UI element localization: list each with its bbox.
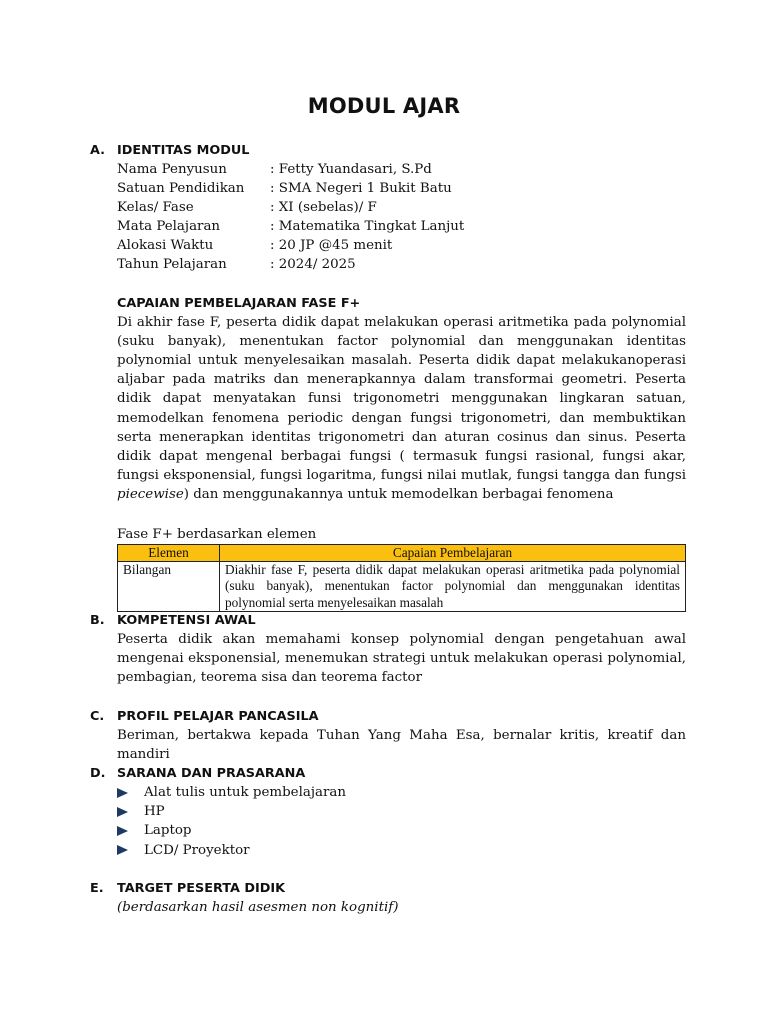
identity-row <box>117 217 686 236</box>
identity-value: : Matematika Tingkat Lanjut <box>270 219 465 235</box>
identity-value: : 2024/ 2025 <box>270 257 356 273</box>
identity-row <box>117 160 686 179</box>
capaian-tail: ) dan menggunakannya untuk memodelkan berbagai fenomena <box>183 487 614 503</box>
identity-label: Alokasi Waktu <box>117 238 214 254</box>
section-heading <box>90 141 686 160</box>
capaian-italic-term: piecewise <box>117 487 184 503</box>
section-heading <box>90 611 686 630</box>
section-letter: A. <box>90 143 106 158</box>
target-note: (berdasarkan hasil asesmen non kognitif) <box>117 900 399 915</box>
kompetensi-text: Peserta didik akan memahami konsep polynomial dengan pengetahuan awal mengenai eksponensial, menemukan strategi untuk melakukan operasi polynomial, pembagian, teorema sisa dan teorema factor <box>117 632 686 686</box>
triangle-bullet-icon <box>117 845 144 855</box>
list-item <box>117 783 686 802</box>
identity-row <box>117 198 686 217</box>
table-row <box>118 561 686 612</box>
section-letter: B. <box>90 613 105 628</box>
list-item <box>117 802 686 821</box>
triangle-bullet-icon <box>117 807 144 817</box>
section-heading <box>90 764 686 783</box>
profil-text: Beriman, bertakwa kepada Tuhan Yang Maha Esa, bernalar kritis, kreatif dan mandiri <box>117 728 686 763</box>
list-item-label: HP <box>144 804 165 820</box>
identity-value: : XI (sebelas)/ F <box>270 200 377 216</box>
identity-label: Kelas/ Fase <box>117 200 194 216</box>
capaian-heading: CAPAIAN PEMBELAJARAN FASE F+ <box>117 295 361 311</box>
section-title: IDENTITAS MODUL <box>117 143 250 158</box>
list-item-label: LCD/ Proyektor <box>144 842 250 858</box>
section-title: KOMPETENSI AWAL <box>117 613 256 628</box>
document-title: MODUL AJAR <box>307 94 461 118</box>
section-target-peserta <box>90 879 686 917</box>
identity-label: Mata Pelajaran <box>117 219 221 235</box>
list-item-label: Alat tulis untuk pembelajaran <box>144 785 346 801</box>
identity-row <box>117 255 686 274</box>
identity-label: Satuan Pendidikan <box>117 181 245 197</box>
section-letter: D. <box>90 766 106 781</box>
triangle-bullet-icon <box>117 826 144 836</box>
capaian-text: Di akhir fase F, peserta didik dapat melakukan operasi aritmetika pada polynomial (suku banyak), menentukan factor polynomial dan menggunakan identitas polynomial untuk menyelesaikan masalah. Peserta didik dapat melakukanoperasi aljabar pada matriks dan menerapkannya dalam transformai geometri. Peserta didik dapat menyatakan funsi trigonometri menggunakan lingkaran satuan, memodelkan fenomena periodic dengan fungsi trigonometri, dan membuktikan serta menerapkan identitas trigonometri dan aturan cosinus dan sinus. Peserta didik dapat mengenal berbagai fungsi ( termasuk fungsi rasional, fungsi akar, fungsi eksponensial, fungsi logaritma, fungsi nilai mutlak, fungsi tangga dan fungsi <box>117 314 686 484</box>
section-heading <box>90 707 686 726</box>
identity-value: : Fetty Yuandasari, S.Pd <box>270 162 432 177</box>
section-heading <box>90 879 686 898</box>
list-item <box>117 821 686 840</box>
section-sarana-prasarana <box>90 764 686 860</box>
identity-label: Tahun Pelajaran <box>117 257 227 273</box>
triangle-bullet-icon <box>117 788 144 798</box>
section-identitas-modul <box>90 141 686 612</box>
identity-row <box>117 179 686 198</box>
table-header-capaian: Capaian Pembelajaran <box>220 544 686 561</box>
section-kompetensi-awal <box>90 611 686 688</box>
fase-label: Fase F+ berdasarkan elemen <box>117 526 317 542</box>
section-profil-pelajar <box>90 707 686 764</box>
capaian-table <box>117 544 686 613</box>
identity-value: : SMA Negeri 1 Bukit Batu <box>270 181 452 197</box>
section-letter: C. <box>90 709 105 724</box>
identity-value: : 20 JP @45 menit <box>270 238 393 254</box>
capaian-paragraph <box>117 313 686 505</box>
table-header-row <box>118 544 686 561</box>
list-item <box>117 841 686 860</box>
identity-label: Nama Penyusun <box>117 162 227 177</box>
section-title: TARGET PESERTA DIDIK <box>117 881 286 896</box>
table-cell-capaian: Diakhir fase F, peserta didik dapat melakukan operasi aritmetika pada polynomial (suku banyak), menentukan factor polynomial dan menggunakan identitas polynomial serta menyelesaikan masalah <box>220 561 686 612</box>
identity-row <box>117 236 686 255</box>
table-header-elemen: Elemen <box>118 544 220 561</box>
identity-table <box>117 160 686 612</box>
section-letter: E. <box>90 881 104 896</box>
table-cell-elemen: Bilangan <box>118 561 220 612</box>
sarana-list <box>117 783 686 860</box>
section-title: SARANA DAN PRASARANA <box>117 766 306 781</box>
section-title: PROFIL PELAJAR PANCASILA <box>117 709 319 724</box>
list-item-label: Laptop <box>144 823 192 839</box>
